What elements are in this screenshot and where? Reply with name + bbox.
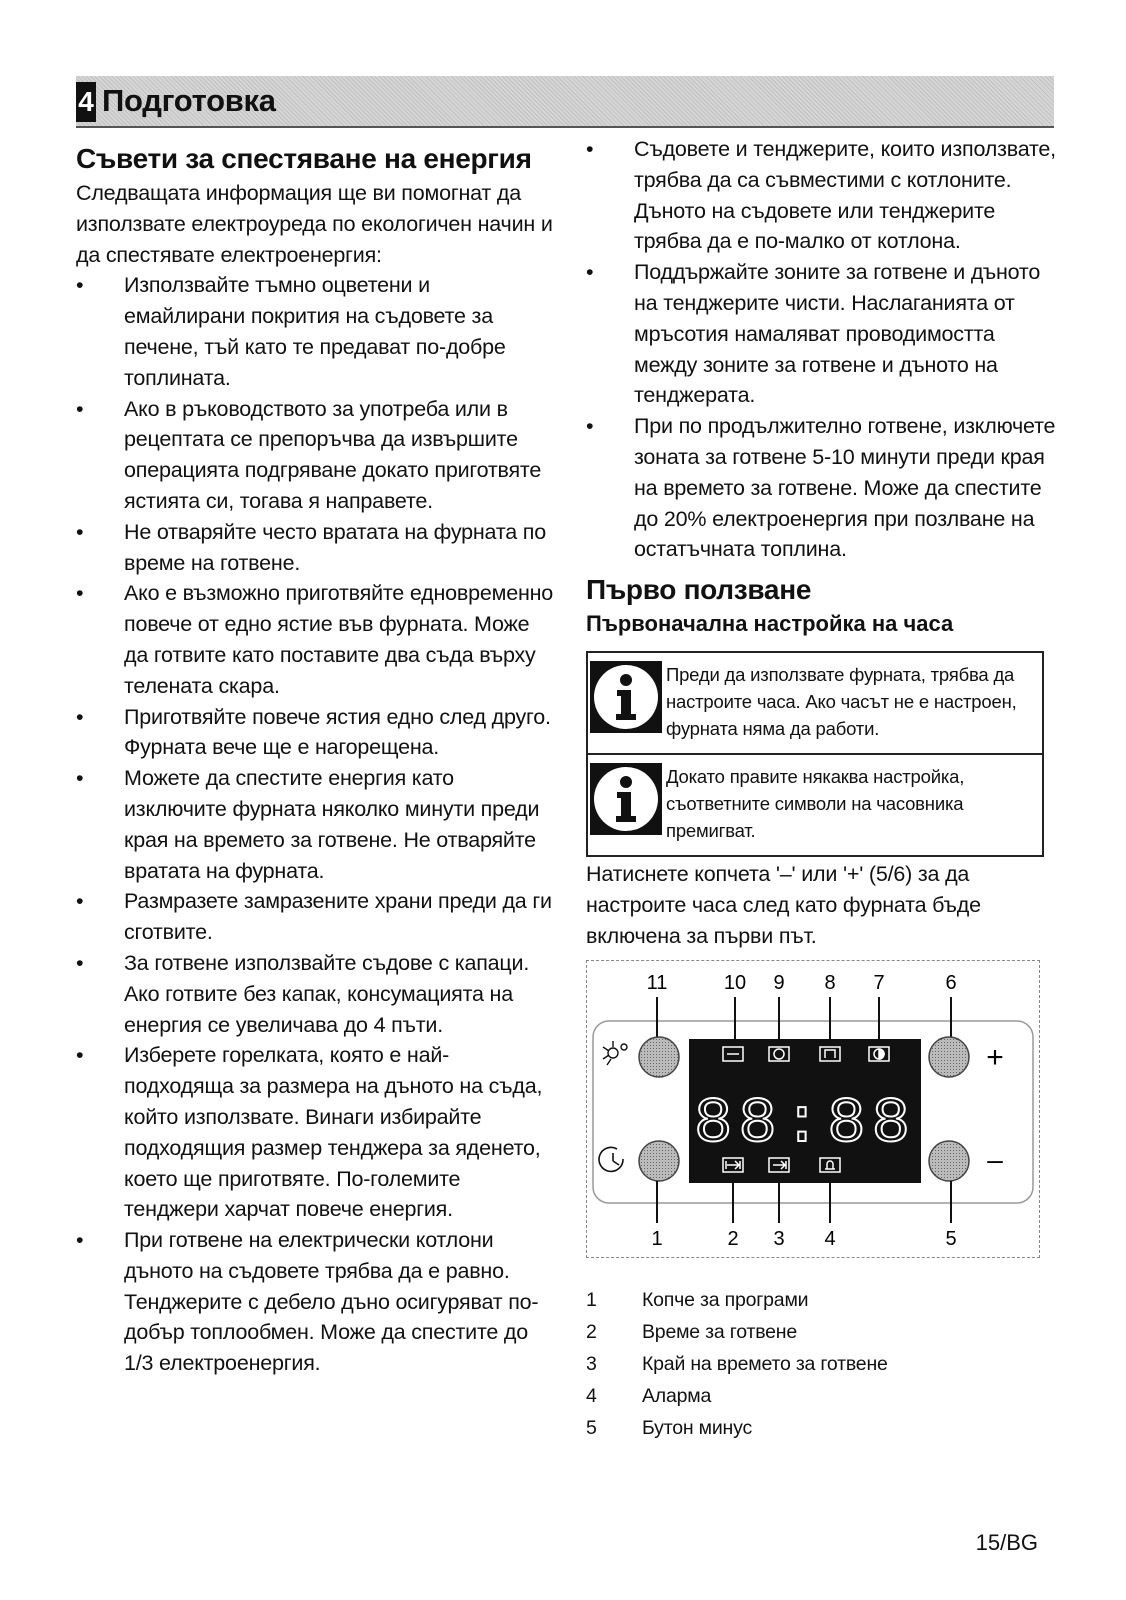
energy-tips-list-continued: [586, 134, 1056, 565]
clock-instruction: Натиснете копчета '–' или '+' (5/6) за да настроите часа след като фурната бъде включена за първи път.: [586, 862, 981, 948]
note-text: Докато правите някаква настройка, съответните символи на часовника премигват.: [666, 766, 965, 842]
clock-setup-subheading: Първоначална настройка на часа: [586, 611, 954, 637]
energy-tips-list: [76, 270, 556, 1379]
timer-icon: [599, 1147, 623, 1171]
legend-number: 3: [586, 1352, 597, 1375]
info-icon: [590, 763, 662, 835]
note-text: Преди да използвате фурната, трябва да настроите часа. Ако часът не е настроен, фурната няма да работи.: [666, 664, 1017, 740]
label-1: 1: [651, 1227, 663, 1250]
list-item: • Ако в ръководството за употреба или в рецептата се препоръчва да извършите операцията подгряване докато приготвяте ястията си, тогава я направете.: [76, 394, 556, 517]
legend-text: Бутон минус: [642, 1416, 753, 1439]
label-5: 5: [945, 1227, 957, 1250]
left-column: [76, 140, 556, 1379]
legend-row: [586, 1348, 1056, 1380]
label-3: 3: [773, 1227, 785, 1250]
legend-number: 4: [586, 1384, 597, 1407]
list-item: • Приготвяйте повече ястия едно след друго. Фурната вече ще е нагорещена.: [76, 702, 556, 764]
chapter-header: [76, 76, 1054, 128]
right-column: [586, 134, 1056, 1444]
list-item: • Съдовете и тенджерите, които използвате, трябва да са съвместими с котлоните. Дъното на съдовете или тенджерите трябва да е по-малко от котлона.: [586, 134, 1056, 257]
legend-row: [586, 1316, 1056, 1348]
clock-digits: 88:88: [693, 1088, 917, 1161]
first-use-heading: Първо ползване: [586, 574, 812, 606]
label-7: 7: [873, 971, 885, 994]
fan-heater-icon: [603, 1041, 627, 1065]
control-panel-svg: [587, 961, 1039, 1257]
list-item: • Изберете горелката, която е най-подходяща за размера на дъното на съда, който използвате. Винаги избирайте подходящия размер тенджера за яденето, което ще приготвяте. По-големите тенджери харчат повече енергия.: [76, 1040, 556, 1225]
label-9: 9: [773, 971, 785, 994]
list-item: • За готвене използвайте съдове с капаци. Ако готвите без капак, консумацията на енергия се увеличава до 4 пъти.: [76, 948, 556, 1040]
page-number: 15/BG: [975, 1530, 1038, 1555]
plus-sign: +: [986, 1040, 1004, 1074]
diagram-legend: [586, 1284, 1056, 1444]
list-item: • Ако е възможно приготвяйте едновременно повече от едно ястие във фурната. Може да готвите като поставите два съда върху телената скара.: [76, 578, 556, 701]
chapter-title: Подготовка: [102, 83, 276, 118]
info-notes: [586, 651, 1044, 857]
label-11: 11: [646, 971, 668, 994]
energy-intro: Следващата информация ще ви помогнат да използвате електроуреда по екологичен начин и да спестявате електроенергия:: [76, 181, 553, 267]
label-6: 6: [945, 971, 957, 994]
info-note: [588, 653, 1042, 753]
legend-number: 5: [586, 1416, 597, 1439]
list-item: • Не отваряйте често вратата на фурната по време на готвене.: [76, 517, 556, 579]
legend-text: Копче за програми: [642, 1288, 809, 1311]
list-item: • Можете да спестите енергия като изключите фурната няколко минути преди края на времето за готвене. Не отваряйте вратата на фурната.: [76, 763, 556, 886]
clock-knob: [639, 1141, 679, 1181]
minus-button: [929, 1141, 969, 1181]
legend-text: Аларма: [642, 1384, 712, 1407]
label-8: 8: [824, 971, 836, 994]
list-item: • При готвене на електрически котлони дъното на съдовете трябва да е равно. Тенджерите с дебело дъно осигуряват по-добър топлообмен. Може да спестите до 1/3 електроенергия.: [76, 1225, 556, 1379]
info-note: [588, 753, 1042, 855]
plus-button: [929, 1037, 969, 1077]
list-item: • Поддържайте зоните за готвене и дъното на тенджерите чисти. Наслаганията от мръсотия намаляват проводимостта между зоните за готвене и дъното на тенджерата.: [586, 257, 1056, 411]
list-item: • Размразете замразените храни преди да ги сготвите.: [76, 886, 556, 948]
label-2: 2: [727, 1227, 739, 1250]
list-item: • При по продължително готвене, изключете зоната за готвене 5-10 минути преди края на времето за готвене. Може да спестите до 20% електроенергия при позлване на остатъчната топлина.: [586, 411, 1056, 565]
legend-row: [586, 1284, 1056, 1316]
program-knob: [639, 1037, 679, 1077]
label-10: 10: [723, 971, 747, 994]
energy-heading: Съвети за спестяване на енергия: [76, 143, 532, 174]
minus-sign: –: [987, 1143, 1003, 1175]
info-icon: [590, 661, 662, 733]
chapter-number: 4: [76, 82, 96, 122]
legend-number: 2: [586, 1320, 597, 1343]
legend-row: [586, 1412, 1056, 1444]
legend-text: Край на времето за готвене: [642, 1352, 888, 1375]
legend-row: [586, 1380, 1056, 1412]
label-4: 4: [824, 1227, 836, 1250]
control-panel-diagram: [586, 960, 1040, 1258]
legend-number: 1: [586, 1288, 597, 1311]
list-item: • Използвайте тъмно оцветени и емайлирани покрития на съдовете за печене, тъй като те предават по-добре топлината.: [76, 270, 556, 393]
legend-text: Време за готвене: [642, 1320, 797, 1343]
